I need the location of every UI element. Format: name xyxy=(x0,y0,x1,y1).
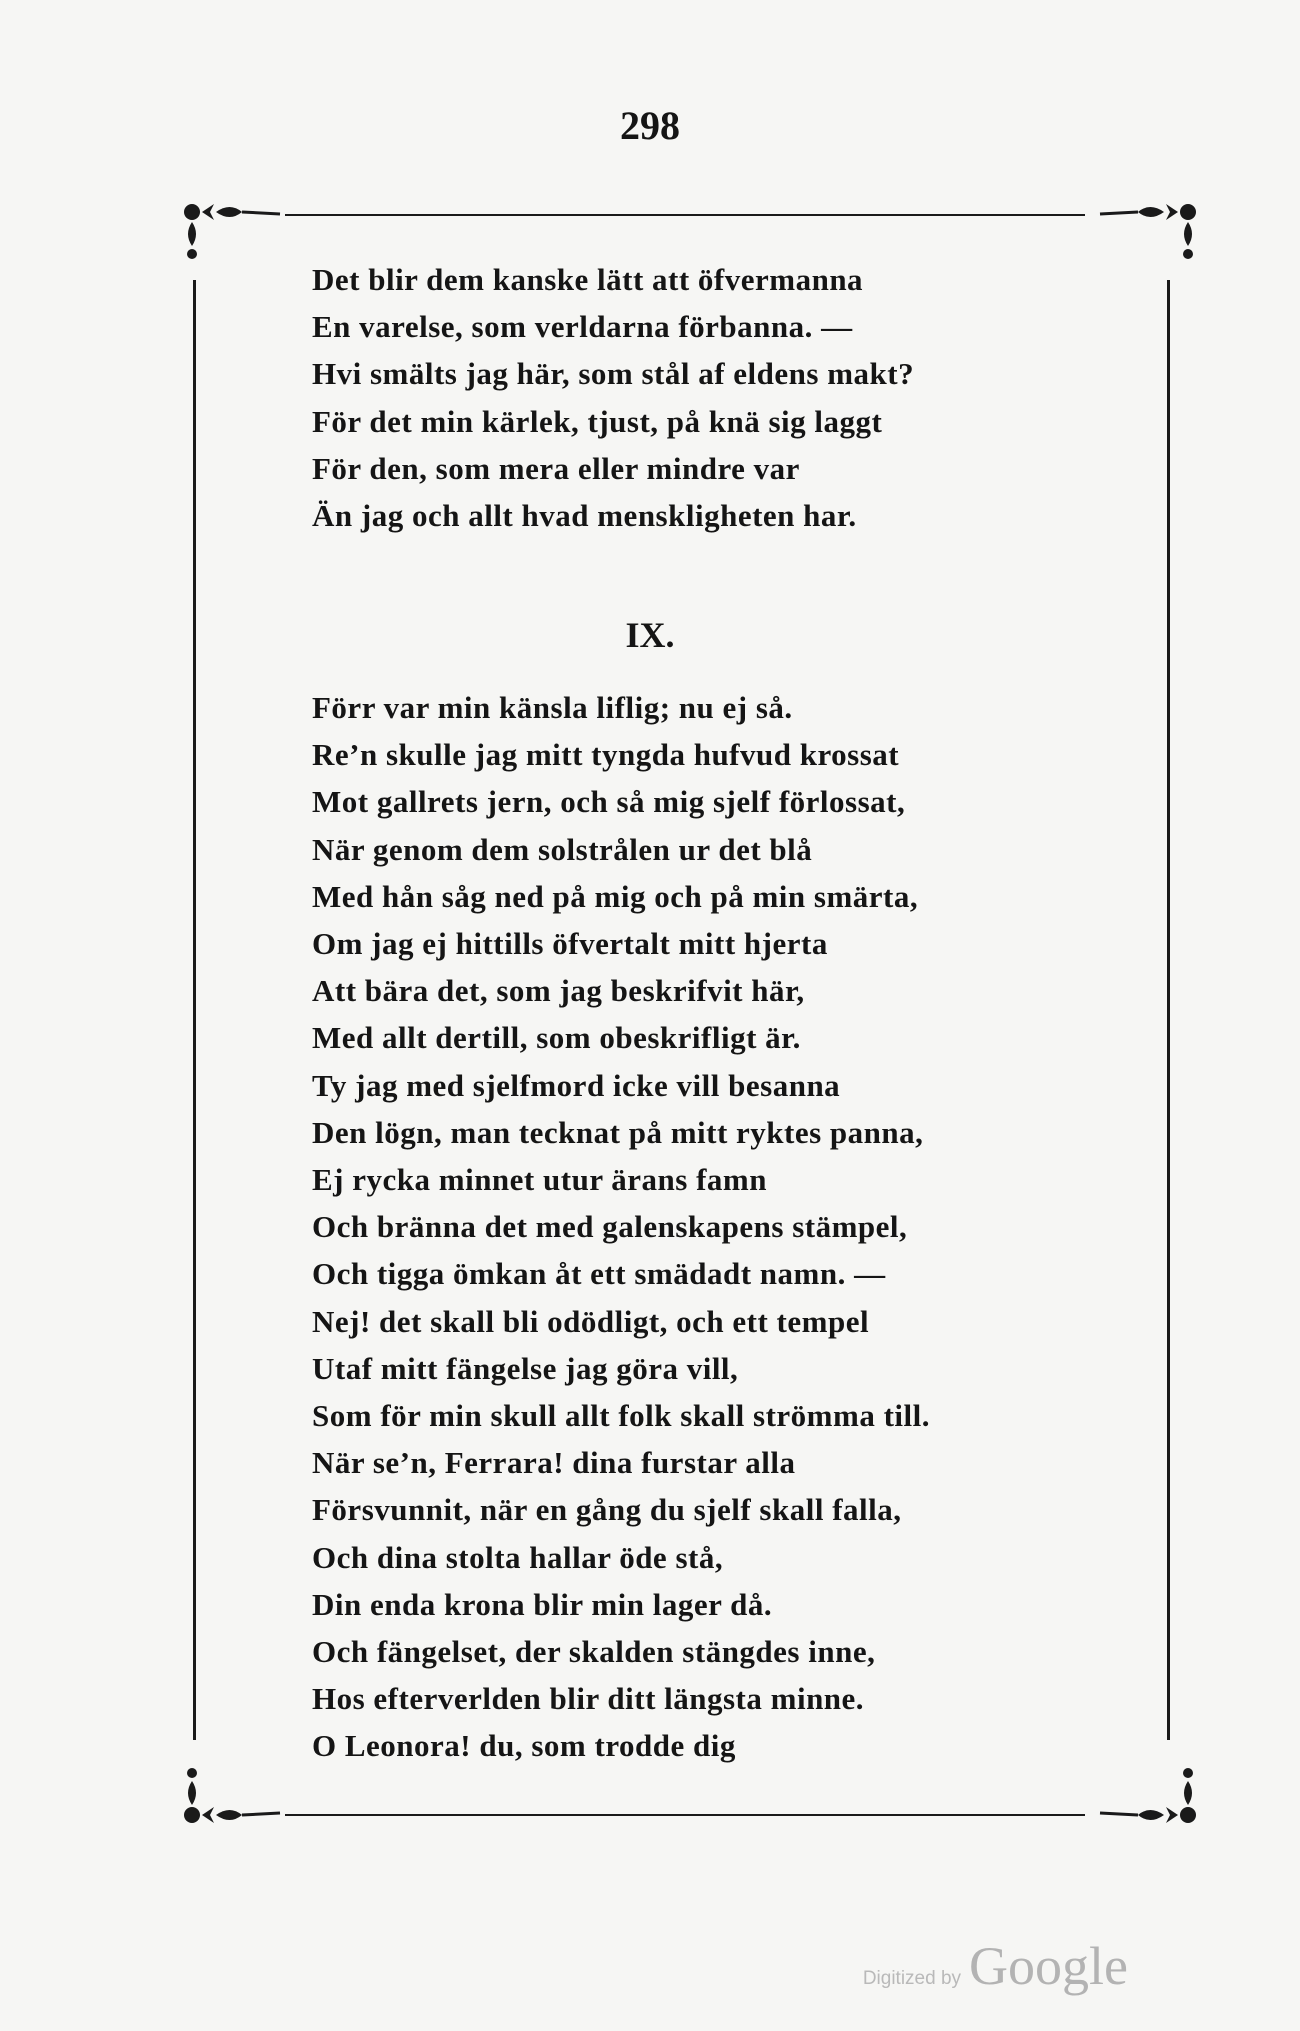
poem-line: Hvi smälts jag här, som stål af eldens makt? xyxy=(312,356,915,392)
poem-line: Mot gallrets jern, och så mig sjelf förlossat, xyxy=(312,784,906,820)
left-rule xyxy=(193,280,196,1740)
poem-line: Om jag ej hittills öfvertalt mitt hjerta xyxy=(312,926,828,962)
poem-line: Med allt dertill, som obeskrifligt är. xyxy=(312,1020,801,1056)
poem-line: Hos efterverlden blir ditt längsta minne. xyxy=(312,1681,865,1717)
poem-line: När genom dem solstrålen ur det blå xyxy=(312,831,813,867)
poem-line: Och bränna det med galenskapens stämpel, xyxy=(312,1209,908,1245)
poem-line: Försvunnit, när en gång du sjelf skall falla, xyxy=(312,1492,902,1528)
section-heading: IX. xyxy=(625,615,675,655)
poem-line: Som för min skull allt folk skall strömma till. xyxy=(312,1398,930,1434)
poem-line: O Leonora! du, som trodde dig xyxy=(312,1728,736,1764)
poem-line: Och fängelset, der skalden stängdes inne, xyxy=(312,1634,876,1670)
poem-line: Med hån såg ned på mig och på min smärta, xyxy=(312,878,919,914)
stanza-2 xyxy=(312,684,1112,1770)
poem-line: En varelse, som verldarna förbanna. — xyxy=(312,309,853,345)
bottom-rule xyxy=(285,1814,1085,1816)
poem-line: Din enda krona blir min lager då. xyxy=(312,1586,773,1622)
poem-line: Än jag och allt hvad menskligheten har. xyxy=(312,498,857,534)
poem-line: Nej! det skall bli odödligt, och ett tempel xyxy=(312,1303,870,1339)
poem-line: Och dina stolta hallar öde stå, xyxy=(312,1539,724,1575)
poem-line: Det blir dem kanske lätt att öfvermanna xyxy=(312,262,864,297)
poem-line: Den lögn, man tecknat på mitt ryktes panna, xyxy=(312,1114,924,1150)
page-number: 298 xyxy=(620,103,680,148)
poem-line: Ty jag med sjelfmord icke vill besanna xyxy=(312,1067,841,1103)
right-rule xyxy=(1167,280,1170,1740)
poem-line: Re’n skulle jag mitt tyngda hufvud krossat xyxy=(312,737,900,773)
stanza-1 xyxy=(312,256,1112,539)
poem-line: För den, som mera eller mindre var xyxy=(312,450,800,486)
digitized-by-watermark xyxy=(863,1935,1128,1997)
poem-line: För det min kärlek, tjust, på knä sig laggt xyxy=(312,403,883,439)
poem-line: Att bära det, som jag beskrifvit här, xyxy=(312,973,805,1009)
watermark-prefix: Digitized by xyxy=(862,1968,962,1989)
corner-ornament-top-left xyxy=(180,192,290,272)
top-rule xyxy=(285,214,1085,216)
poem-line: Utaf mitt fängelse jag göra vill, xyxy=(312,1350,739,1386)
poem-line: Och tigga ömkan åt ett smädadt namn. — xyxy=(312,1256,886,1292)
corner-ornament-bottom-left xyxy=(180,1755,290,1835)
poem-line: Ej rycka minnet utur ärans famn xyxy=(312,1162,767,1198)
poem-line: Förr var min känsla liflig; nu ej så. xyxy=(312,690,793,725)
google-logo: Google xyxy=(969,1936,1128,1996)
poem-line: När se’n, Ferrara! dina furstar alla xyxy=(312,1445,796,1481)
